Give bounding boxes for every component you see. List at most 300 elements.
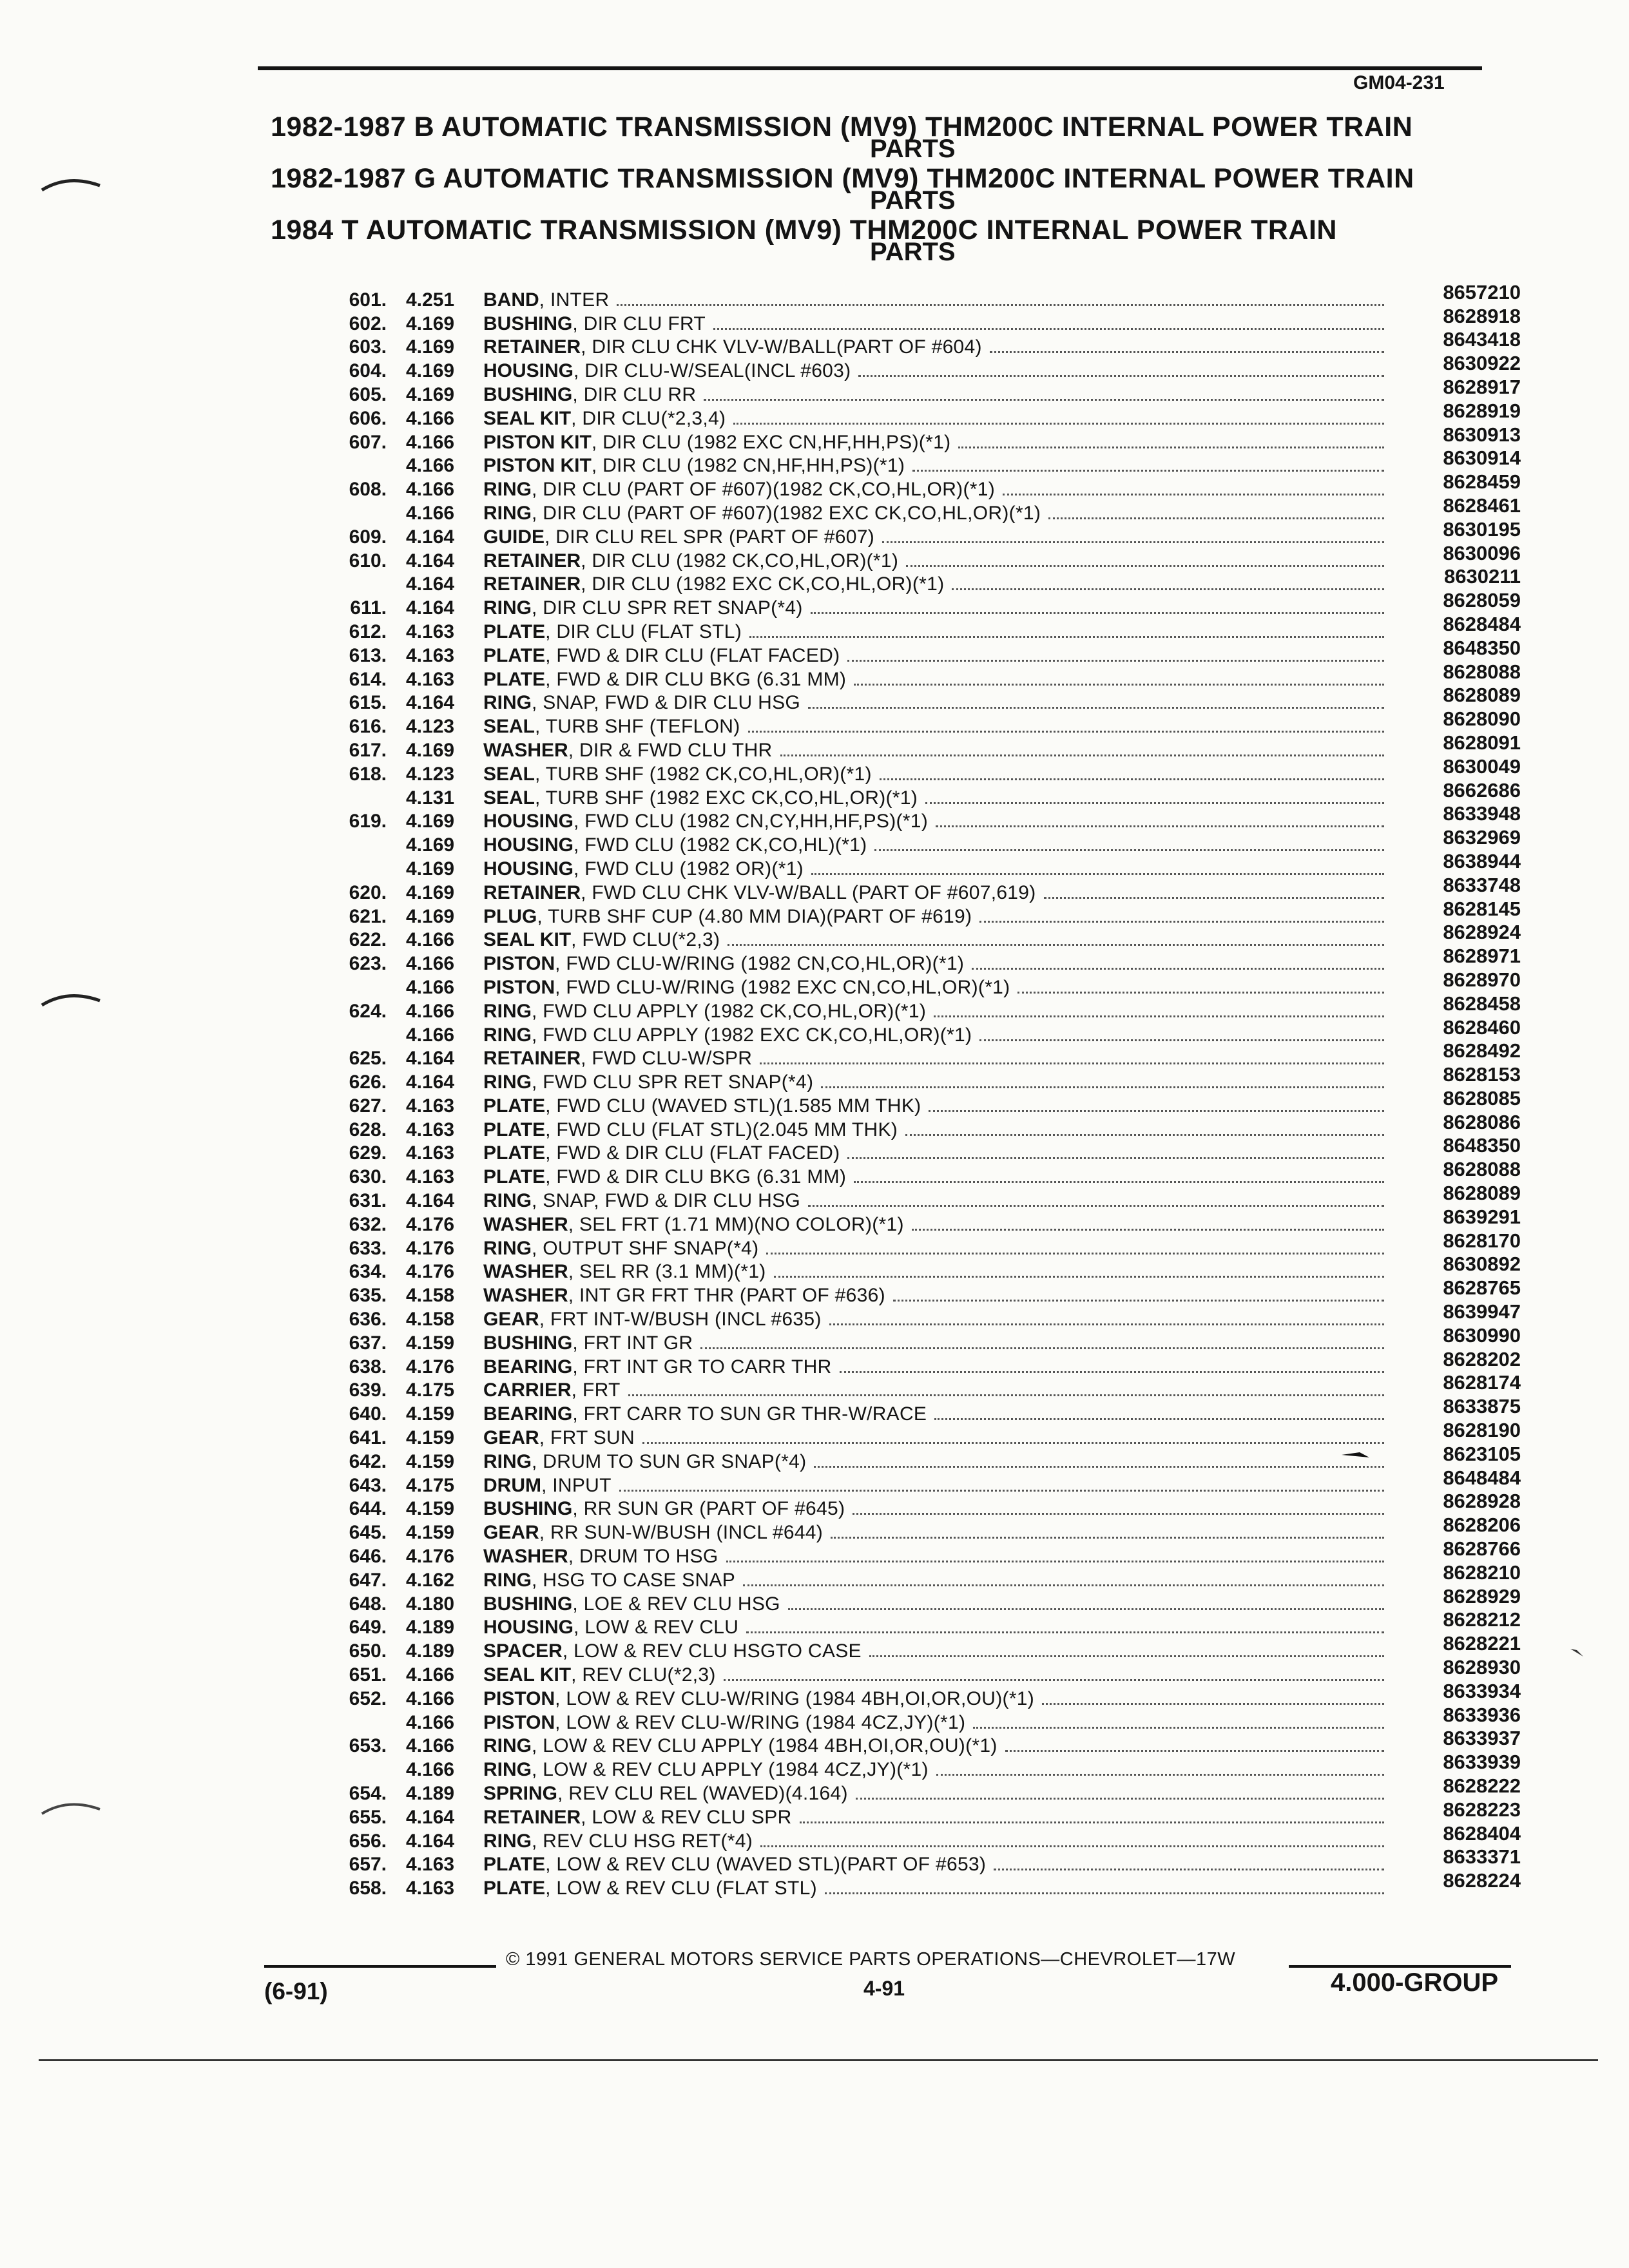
part-detail: , LOW & REV CLU	[574, 1618, 739, 1638]
part-row	[309, 731, 1521, 761]
part-description	[483, 1097, 1392, 1116]
group-number: 4.176	[406, 1237, 455, 1259]
part-row	[309, 636, 1521, 666]
dot-leader	[874, 849, 1384, 851]
part-detail: , DIR CLU (1982 CK,CO,HL,OR)(*1)	[581, 551, 899, 571]
dot-leader	[1042, 1703, 1384, 1705]
dot-leader	[994, 1869, 1384, 1870]
part-description	[483, 361, 1392, 381]
part-number: 8628492	[1443, 1039, 1521, 1062]
group-number: 4.166	[406, 976, 455, 998]
part-name: PLATE	[483, 646, 546, 666]
group-number: 4.169	[406, 811, 455, 832]
dot-leader	[800, 1821, 1384, 1823]
bottom-rule	[39, 2059, 1598, 2061]
part-row	[309, 1442, 1521, 1472]
part-number: 8628460	[1443, 1015, 1521, 1039]
part-detail: , FWD CLU CHK VLV-W/BALL (PART OF #607,619)	[581, 883, 1036, 903]
ref-number: 639.	[349, 1379, 387, 1401]
punch-hole-mark	[39, 1798, 103, 1817]
part-row	[309, 802, 1521, 832]
ref-number: 638.	[349, 1356, 387, 1378]
part-detail: , FWD CLU-W/RING (1982 EXC CN,CO,HL,OR)(*1)	[555, 977, 1010, 997]
group-number: 4.164	[406, 1190, 455, 1212]
dot-leader	[733, 423, 1384, 425]
ref-number: 630.	[349, 1166, 387, 1188]
dot-leader	[821, 1086, 1384, 1088]
part-row	[309, 1679, 1521, 1709]
part-row	[309, 589, 1521, 619]
ref-number: 608.	[349, 479, 387, 501]
ref-number: 613.	[349, 644, 387, 666]
part-detail: , FWD CLU (1982 CK,CO,HL)(*1)	[574, 836, 867, 856]
group-number: 4.159	[406, 1450, 455, 1472]
dot-leader	[825, 1892, 1384, 1894]
ref-number: 622.	[349, 929, 387, 951]
group-number: 4.175	[406, 1379, 455, 1401]
group-number: 4.166	[406, 431, 455, 453]
part-detail: , FWD CLU (WAVED STL)(1.585 MM THK)	[545, 1096, 921, 1116]
part-row	[309, 945, 1521, 975]
group-number: 4.164	[406, 1806, 455, 1828]
part-number: 8628929	[1443, 1584, 1521, 1608]
part-name: RING	[483, 1001, 532, 1021]
part-number: 8628461	[1443, 494, 1521, 517]
part-name: RING	[483, 1025, 532, 1045]
title-line: 1982-1987 G AUTOMATIC TRANSMISSION (MV9) THM200C INTERNAL POWER TRAIN	[271, 163, 1414, 194]
group-number: 4.169	[406, 905, 455, 927]
ref-number: 619.	[349, 811, 387, 832]
part-detail: , FWD & DIR CLU (FLAT FACED)	[545, 646, 840, 666]
group-number: 4.163	[406, 644, 455, 666]
part-description	[483, 599, 1392, 618]
dot-leader	[1003, 494, 1384, 495]
dot-leader	[713, 328, 1384, 330]
ref-number: 649.	[349, 1617, 387, 1639]
group-number: 4.164	[406, 1830, 455, 1852]
dot-leader	[893, 1300, 1384, 1302]
part-description	[483, 741, 1392, 760]
part-detail: , LOW & REV CLU APPLY (1984 4CZ,JY)(*1)	[532, 1760, 929, 1780]
pen-mark	[1340, 1450, 1373, 1463]
part-number: 8628918	[1443, 304, 1521, 327]
group-number: 4.159	[406, 1498, 455, 1520]
dot-leader	[811, 873, 1384, 875]
part-row	[309, 1774, 1521, 1804]
part-detail: , FWD & DIR CLU BKG (6.31 MM)	[545, 1168, 847, 1187]
part-name: BUSHING	[483, 1594, 573, 1614]
group-number: 4.163	[406, 1119, 455, 1140]
part-number: 8628484	[1443, 612, 1521, 635]
part-detail: , INTER	[539, 290, 610, 310]
part-detail: , LOW & REV CLU-W/RING (1984 4CZ,JY)(*1)	[555, 1713, 966, 1733]
part-description	[483, 1452, 1392, 1472]
part-number: 8633939	[1443, 1751, 1521, 1774]
part-row	[309, 1632, 1521, 1662]
part-detail: , DIR & FWD CLU THR	[568, 740, 773, 760]
dot-leader	[1048, 517, 1384, 519]
part-description	[483, 1405, 1392, 1424]
part-detail: , DIR CLU (1982 EXC CN,HF,HH,PS)(*1)	[591, 432, 951, 452]
part-number: 8638944	[1443, 849, 1521, 872]
part-detail: , DRUM TO HSG	[568, 1547, 718, 1567]
part-row	[309, 447, 1521, 477]
dot-leader	[847, 1157, 1384, 1159]
part-number: 8628223	[1443, 1798, 1521, 1821]
parts-list	[309, 280, 1521, 1899]
dot-leader	[780, 754, 1384, 756]
part-number: 8628206	[1443, 1514, 1521, 1537]
dot-leader	[840, 1371, 1384, 1373]
group-number: 4.166	[406, 1759, 455, 1781]
part-name: RETAINER	[483, 883, 581, 903]
part-detail: , DRUM TO SUN GR SNAP(*4)	[532, 1452, 807, 1472]
part-detail: , LOW & REV CLU-W/RING (1984 4BH,OI,OR,OU)(*1)	[555, 1689, 1035, 1709]
part-description	[483, 789, 1392, 808]
part-description	[483, 1736, 1392, 1756]
dot-leader	[929, 1110, 1384, 1112]
part-number: 8628222	[1443, 1774, 1521, 1797]
part-name: BEARING	[483, 1405, 573, 1425]
part-row	[309, 1110, 1521, 1140]
part-detail: , SNAP, FWD & DIR CLU HSG	[532, 1191, 801, 1211]
group-number: 4.163	[406, 1878, 455, 1899]
part-row	[309, 352, 1521, 382]
part-detail: , LOW & REV CLU SPR	[581, 1807, 792, 1827]
part-name: BUSHING	[483, 314, 573, 334]
part-description	[483, 1191, 1392, 1211]
ref-number: 614.	[349, 668, 387, 690]
group-number: 4.169	[406, 336, 455, 358]
part-description	[483, 1073, 1392, 1092]
dot-leader	[925, 802, 1384, 804]
part-detail: , FWD CLU APPLY (1982 EXC CK,CO,HL,OR)(*1)	[532, 1025, 972, 1045]
part-name: RING	[483, 1760, 532, 1780]
dot-leader	[726, 1561, 1385, 1562]
part-detail: , LOW & REV CLU APPLY (1984 4BH,OI,OR,OU)(*1)	[532, 1736, 998, 1756]
part-name: SPACER	[483, 1642, 563, 1662]
group-number: 4.166	[406, 1024, 455, 1046]
ref-number: 654.	[349, 1783, 387, 1804]
part-detail: , TURB SHF (TEFLON)	[535, 717, 740, 737]
part-row	[309, 849, 1521, 879]
group-number: 4.166	[406, 1687, 455, 1709]
part-row	[309, 1086, 1521, 1117]
ref-number: 637.	[349, 1332, 387, 1354]
part-detail: , TURB SHF (1982 CK,CO,HL,OR)(*1)	[535, 764, 872, 784]
group-number: 4.166	[406, 1711, 455, 1733]
part-number: 8628153	[1443, 1063, 1521, 1086]
part-number: 8643418	[1443, 328, 1521, 351]
part-detail: , FRT INT GR	[572, 1333, 693, 1353]
part-number: 8648350	[1443, 636, 1521, 659]
part-number: 8628970	[1443, 968, 1521, 991]
part-number: 8630913	[1443, 423, 1521, 446]
ref-number: 628.	[349, 1119, 387, 1140]
dot-leader	[934, 1418, 1384, 1420]
dot-leader	[760, 1062, 1384, 1064]
part-row	[309, 1253, 1521, 1283]
group-number: 4.123	[406, 763, 455, 785]
part-name: SEAL KIT	[483, 408, 572, 428]
group-number: 4.166	[406, 953, 455, 975]
group-number: 4.163	[406, 1142, 455, 1164]
ref-number: 647.	[349, 1569, 387, 1591]
title-subline: PARTS	[870, 238, 956, 266]
dot-leader	[617, 304, 1384, 306]
dot-leader	[700, 1347, 1384, 1349]
ref-number: 621.	[349, 905, 387, 927]
punch-hole-mark	[39, 174, 103, 193]
part-name: RING	[483, 1570, 532, 1590]
part-number: 8628145	[1443, 897, 1521, 920]
group-number: 4.158	[406, 1309, 455, 1331]
part-description	[483, 670, 1392, 689]
dot-leader	[869, 1655, 1384, 1657]
part-detail: , DIR CLU (FLAT STL)	[545, 622, 742, 642]
group-number: 4.166	[406, 1664, 455, 1686]
part-description	[483, 314, 1392, 334]
group-number: 4.166	[406, 1000, 455, 1022]
part-number: 8630211	[1444, 565, 1521, 588]
part-number: 8628458	[1443, 992, 1521, 1015]
part-name: BUSHING	[483, 385, 573, 405]
part-detail: , DIR CLU CHK VLV-W/BALL(PART OF #604)	[581, 338, 982, 358]
dot-leader	[628, 1394, 1384, 1396]
part-name: PLATE	[483, 1168, 546, 1187]
part-number: 8628059	[1443, 589, 1521, 612]
part-row	[309, 375, 1521, 405]
part-description	[483, 1547, 1392, 1566]
part-description	[483, 409, 1392, 428]
dot-leader	[619, 1490, 1384, 1492]
part-row	[309, 1229, 1521, 1259]
part-description	[483, 575, 1392, 594]
part-number: 8628221	[1443, 1632, 1521, 1655]
group-number: 4.166	[406, 1735, 455, 1757]
group-number: 4.189	[406, 1783, 455, 1804]
group-number: 4.163	[406, 620, 455, 642]
part-row	[309, 1158, 1521, 1188]
part-name: RING	[483, 1831, 532, 1851]
part-description	[483, 1499, 1392, 1519]
part-detail: , TURB SHF (1982 EXC CK,CO,HL,OR)(*1)	[535, 788, 918, 808]
part-row	[309, 1134, 1521, 1164]
part-row	[309, 1347, 1521, 1378]
part-description	[483, 1832, 1392, 1851]
part-number: 8630922	[1443, 352, 1521, 375]
part-name: PLATE	[483, 1144, 546, 1164]
part-name: RETAINER	[483, 338, 581, 358]
part-number: 8648350	[1443, 1134, 1521, 1157]
punch-hole-mark	[39, 989, 103, 1008]
part-row	[309, 778, 1521, 809]
part-number: 8630914	[1443, 447, 1521, 470]
part-number: 8628919	[1443, 399, 1521, 422]
dot-leader	[743, 1584, 1384, 1586]
part-row	[309, 968, 1521, 998]
part-description	[483, 1879, 1392, 1898]
part-number: 8628212	[1443, 1608, 1521, 1631]
part-name: BEARING	[483, 1357, 573, 1377]
part-description	[483, 1595, 1392, 1614]
group-number: 4.164	[406, 1048, 455, 1070]
part-description	[483, 504, 1392, 523]
part-number: 8632969	[1443, 826, 1521, 849]
part-name: GEAR	[483, 1428, 539, 1448]
part-row	[309, 1584, 1521, 1615]
part-number: 8630195	[1443, 517, 1521, 541]
group-number: 4.166	[406, 407, 455, 429]
dot-leader	[912, 1229, 1384, 1231]
part-description	[483, 1215, 1392, 1235]
part-number: 8628917	[1443, 375, 1521, 398]
ref-number: 617.	[349, 739, 387, 761]
part-name: RING	[483, 1238, 532, 1258]
dot-leader	[1005, 1750, 1384, 1752]
group-number: 4.164	[406, 550, 455, 572]
part-detail: , SEL RR (3.1 MM)(*1)	[568, 1262, 766, 1282]
group-number: 4.169	[406, 312, 455, 334]
part-name: GEAR	[483, 1310, 539, 1330]
dot-leader	[854, 1181, 1384, 1183]
part-name: CARRIER	[483, 1381, 572, 1401]
dot-leader	[853, 1513, 1384, 1515]
part-description	[483, 456, 1392, 476]
dot-leader	[972, 968, 1384, 970]
part-number: 8628089	[1443, 684, 1521, 707]
part-description	[483, 1618, 1392, 1637]
part-detail: , RR SUN-W/BUSH (INCL #644)	[539, 1523, 824, 1543]
part-description	[483, 1808, 1392, 1827]
part-number: 8628088	[1443, 1158, 1521, 1181]
part-name: RING	[483, 1073, 532, 1093]
part-name: GUIDE	[483, 527, 545, 547]
group-number: 4.159	[406, 1522, 455, 1544]
part-description	[483, 1784, 1392, 1803]
group-number: 4.169	[406, 739, 455, 761]
part-detail: , FWD & DIR CLU (FLAT FACED)	[545, 1144, 840, 1164]
footer-rule	[1289, 1965, 1511, 1968]
part-description	[483, 528, 1392, 547]
part-name: RING	[483, 480, 532, 500]
part-name: RING	[483, 1191, 532, 1211]
ref-number: 635.	[349, 1285, 387, 1307]
part-description	[483, 1286, 1392, 1305]
part-description	[483, 291, 1392, 310]
part-row	[309, 897, 1521, 927]
group-number: 4.166	[406, 929, 455, 951]
group-number: 4.169	[406, 881, 455, 903]
part-row	[309, 826, 1521, 856]
part-number: 8628971	[1443, 945, 1521, 968]
dot-leader	[912, 470, 1384, 472]
ref-number: 610.	[349, 550, 387, 572]
part-name: RETAINER	[483, 1049, 581, 1069]
part-row	[309, 328, 1521, 358]
part-detail: , LOE & REV CLU HSG	[572, 1594, 780, 1614]
group-number: 4.164	[406, 573, 455, 595]
group-number: 4.163	[406, 668, 455, 690]
part-description	[483, 1523, 1392, 1542]
dot-leader	[936, 825, 1384, 827]
part-description	[483, 1713, 1392, 1733]
dot-leader	[934, 1015, 1384, 1017]
part-row	[309, 1371, 1521, 1401]
group-number: 4.163	[406, 1166, 455, 1188]
part-detail: , DIR CLU FRT	[572, 314, 706, 334]
part-number: 8628459	[1443, 470, 1521, 494]
part-number: 8628085	[1443, 1086, 1521, 1110]
part-name: WASHER	[483, 1547, 568, 1567]
part-name: PISTON	[483, 954, 555, 974]
group-number: 4.164	[406, 692, 455, 714]
part-description	[483, 338, 1392, 357]
part-detail: , FRT CARR TO SUN GR THR-W/RACE	[572, 1405, 927, 1425]
part-row	[309, 1395, 1521, 1425]
ref-number: 653.	[349, 1735, 387, 1757]
part-row	[309, 873, 1521, 903]
part-detail: , DIR CLU REL SPR (PART OF #607)	[545, 527, 874, 547]
part-description	[483, 1262, 1392, 1282]
part-description	[483, 1666, 1392, 1685]
part-row	[309, 684, 1521, 714]
part-row	[309, 612, 1521, 642]
part-name: GEAR	[483, 1523, 539, 1543]
part-row	[309, 921, 1521, 951]
ref-number: 652.	[349, 1687, 387, 1709]
part-name: SEAL	[483, 717, 535, 737]
ref-number: 611.	[350, 597, 387, 619]
ref-number: 624.	[349, 1000, 387, 1022]
part-row	[309, 1656, 1521, 1686]
part-number: 8633934	[1443, 1679, 1521, 1702]
part-row	[309, 494, 1521, 524]
part-name: RING	[483, 693, 532, 713]
ref-number: 626.	[349, 1072, 387, 1093]
part-number: 8633875	[1443, 1395, 1521, 1418]
ref-number: 629.	[349, 1142, 387, 1164]
part-name: HOUSING	[483, 1618, 574, 1638]
group-number: 4.176	[406, 1213, 455, 1235]
dot-leader	[856, 1798, 1384, 1800]
part-number: 8633936	[1443, 1703, 1521, 1726]
dot-leader	[748, 731, 1384, 733]
ref-number: 651.	[349, 1664, 387, 1686]
part-row	[309, 280, 1521, 311]
part-number: 8633948	[1443, 802, 1521, 825]
part-name: PLATE	[483, 1879, 546, 1899]
part-number: 8633748	[1443, 873, 1521, 896]
part-number: 8639947	[1443, 1300, 1521, 1323]
ref-number: 623.	[349, 953, 387, 975]
ref-number: 650.	[349, 1640, 387, 1662]
part-detail: , FWD CLU-W/RING (1982 CN,CO,HL,OR)(*1)	[555, 954, 965, 974]
part-number: 8628930	[1443, 1656, 1521, 1679]
part-detail: , SNAP, FWD & DIR CLU HSG	[532, 693, 801, 713]
part-name: PLATE	[483, 1096, 546, 1116]
part-detail: , DIR CLU RR	[572, 385, 697, 405]
part-detail: , DIR CLU (1982 EXC CK,CO,HL,OR)(*1)	[581, 575, 945, 595]
dot-leader	[906, 565, 1384, 567]
part-description	[483, 1381, 1392, 1400]
dot-leader	[936, 1774, 1384, 1776]
part-row	[309, 470, 1521, 501]
group-number: 4.166	[406, 502, 455, 524]
part-description	[483, 1310, 1392, 1329]
group-number: 4.159	[406, 1427, 455, 1449]
part-row	[309, 1751, 1521, 1781]
